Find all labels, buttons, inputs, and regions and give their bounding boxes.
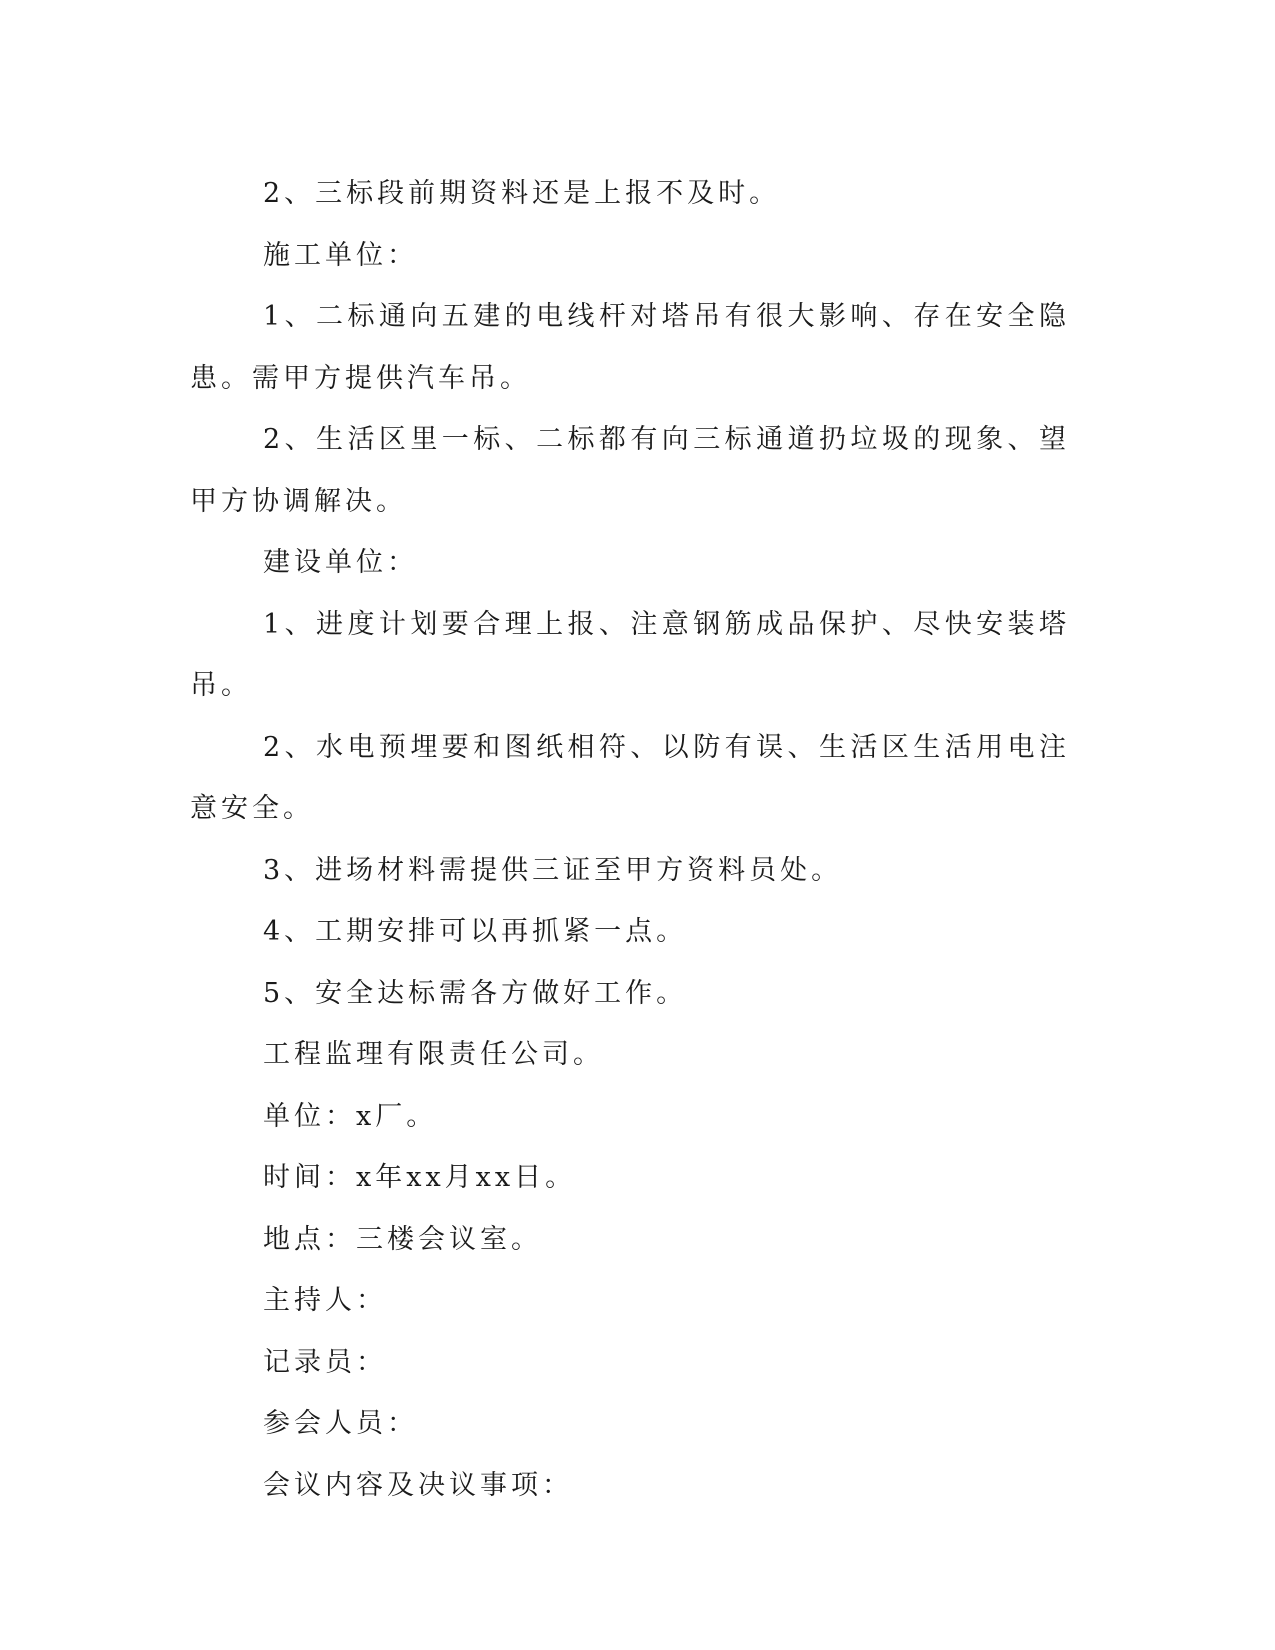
meeting-content-heading: 会议内容及决议事项： xyxy=(263,1469,573,1501)
section-heading-construction-unit: 施工单位： xyxy=(263,239,418,271)
paragraph: 5、安全达标需各方做好工作。 xyxy=(263,977,688,1009)
document-body xyxy=(190,163,1070,1516)
paragraph: 1、进度计划要合理上报、注意钢筋成品保护、尽快安装塔吊。 xyxy=(190,608,1070,701)
meeting-unit: 单位：x厂。 xyxy=(263,1100,438,1132)
meeting-attendees: 参会人员： xyxy=(263,1408,418,1439)
meeting-recorder: 记录员： xyxy=(263,1346,387,1378)
paragraph: 4、工期安排可以再抓紧一点。 xyxy=(263,916,688,947)
meeting-host: 主持人： xyxy=(263,1285,387,1316)
paragraph: 2、水电预埋要和图纸相符、以防有误、生活区生活用电注意安全。 xyxy=(190,731,1070,824)
meeting-location: 地点：三楼会议室。 xyxy=(263,1223,542,1255)
paragraph: 2、生活区里一标、二标都有向三标通道扔垃圾的现象、望甲方协调解决。 xyxy=(190,424,1070,517)
paragraph: 3、进场材料需提供三证至甲方资料员处。 xyxy=(263,854,843,886)
paragraph: 1、二标通向五建的电线杆对塔吊有很大影响、存在安全隐患。需甲方提供汽车吊。 xyxy=(190,301,1070,394)
meeting-time: 时间：x年xx月xx日。 xyxy=(263,1162,577,1193)
section-heading-owner-unit: 建设单位： xyxy=(263,547,418,578)
paragraph: 2、三标段前期资料还是上报不及时。 xyxy=(263,178,781,209)
company-name: 工程监理有限责任公司。 xyxy=(263,1039,604,1070)
